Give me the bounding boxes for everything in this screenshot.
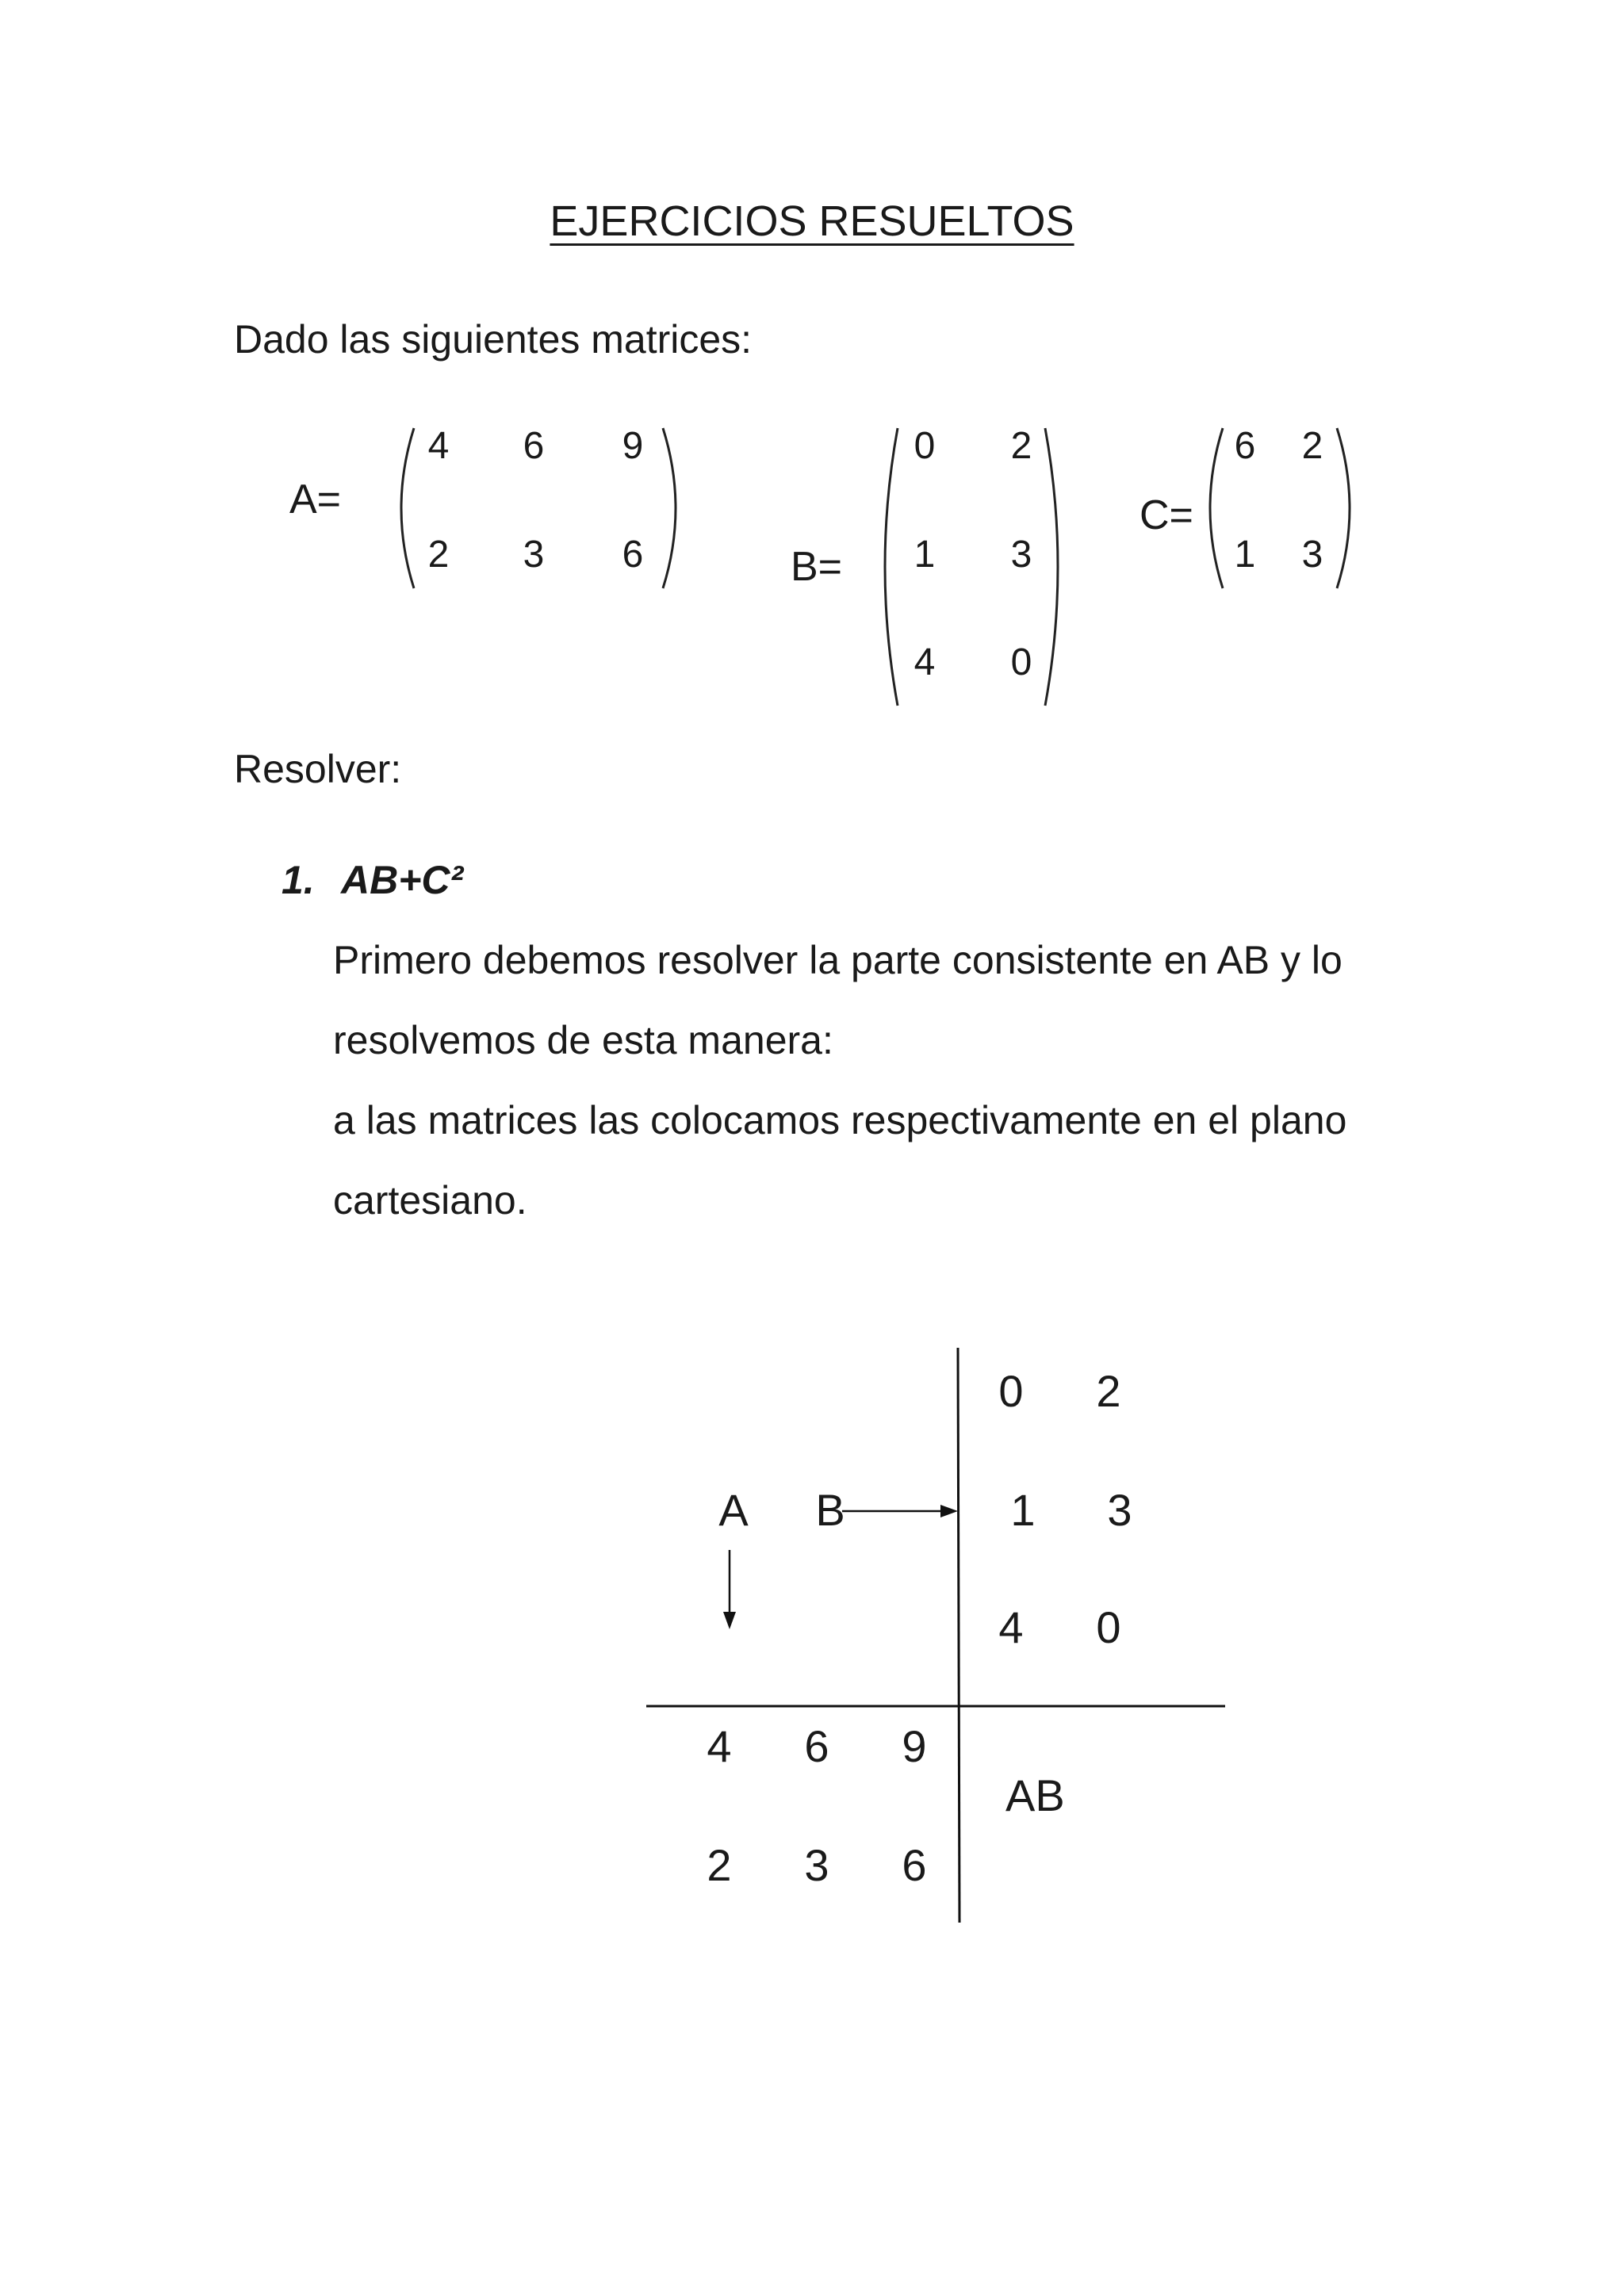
exercise-paragraph-line: cartesiano. — [333, 1178, 527, 1223]
matrix-a-cell: 6 — [622, 534, 644, 576]
page-title: EJERCICIOS RESUELTOS — [550, 197, 1074, 245]
exercise-paragraph-line: resolvemos de esta manera: — [333, 1018, 833, 1062]
diagram-label-a: A — [718, 1485, 749, 1535]
diagram-a-cell: 2 — [707, 1840, 732, 1890]
exercise-expression-base: AB+C — [341, 858, 450, 902]
exercise-paragraph-line: Primero debemos resolver la parte consistente en AB y lo — [333, 938, 1342, 982]
matrix-b-cell: 1 — [914, 534, 936, 576]
matrix-b-cell: 4 — [914, 641, 936, 683]
matrix-a-cell: 6 — [523, 425, 545, 467]
diagram-b-cell: 0 — [1096, 1602, 1121, 1652]
matrix-a-cell: 3 — [523, 534, 545, 576]
exercise-expression-exponent: ² — [450, 858, 464, 902]
diagram-b-cell: 4 — [998, 1602, 1024, 1652]
matrix-b-cell: 0 — [914, 425, 936, 467]
resolver-heading: Resolver: — [234, 747, 402, 791]
matrix-c-cell: 1 — [1234, 534, 1256, 576]
matrix-a-cell: 4 — [427, 425, 450, 467]
diagram-result-label: AB — [1005, 1770, 1065, 1820]
matrix-c-cell: 2 — [1301, 425, 1323, 467]
diagram-b-cell: 3 — [1107, 1485, 1132, 1535]
exercise-paragraph-line: a las matrices las colocamos respectivamente en el plano — [333, 1098, 1347, 1142]
matrix-a-cell: 2 — [427, 534, 450, 576]
exercise-number: 1. — [282, 858, 315, 902]
diagram-a-cell: 6 — [804, 1721, 829, 1771]
matrix-a-label: A= — [289, 476, 342, 522]
matrix-b-cell: 0 — [1010, 641, 1032, 683]
diagram-a-cell: 3 — [804, 1840, 829, 1890]
matrix-c-cell: 3 — [1301, 534, 1323, 576]
diagram-label-b: B — [815, 1485, 845, 1535]
diagram-b-cell: 0 — [998, 1366, 1024, 1416]
diagram-a-cell: 6 — [902, 1840, 927, 1890]
intro-text: Dado las siguientes matrices: — [234, 317, 753, 362]
matrix-b-cell: 2 — [1010, 425, 1032, 467]
diagram-a-cell: 4 — [707, 1721, 732, 1771]
diagram-b-cell: 2 — [1096, 1366, 1121, 1416]
matrix-b-cell: 3 — [1010, 534, 1032, 576]
diagram-a-cell: 9 — [902, 1721, 927, 1771]
matrix-a-cell: 9 — [622, 425, 644, 467]
diagram-b-cell: 1 — [1010, 1485, 1036, 1535]
matrix-b-label: B= — [791, 544, 843, 590]
matrix-c-label: C= — [1139, 492, 1193, 538]
matrix-c-cell: 6 — [1234, 425, 1256, 467]
